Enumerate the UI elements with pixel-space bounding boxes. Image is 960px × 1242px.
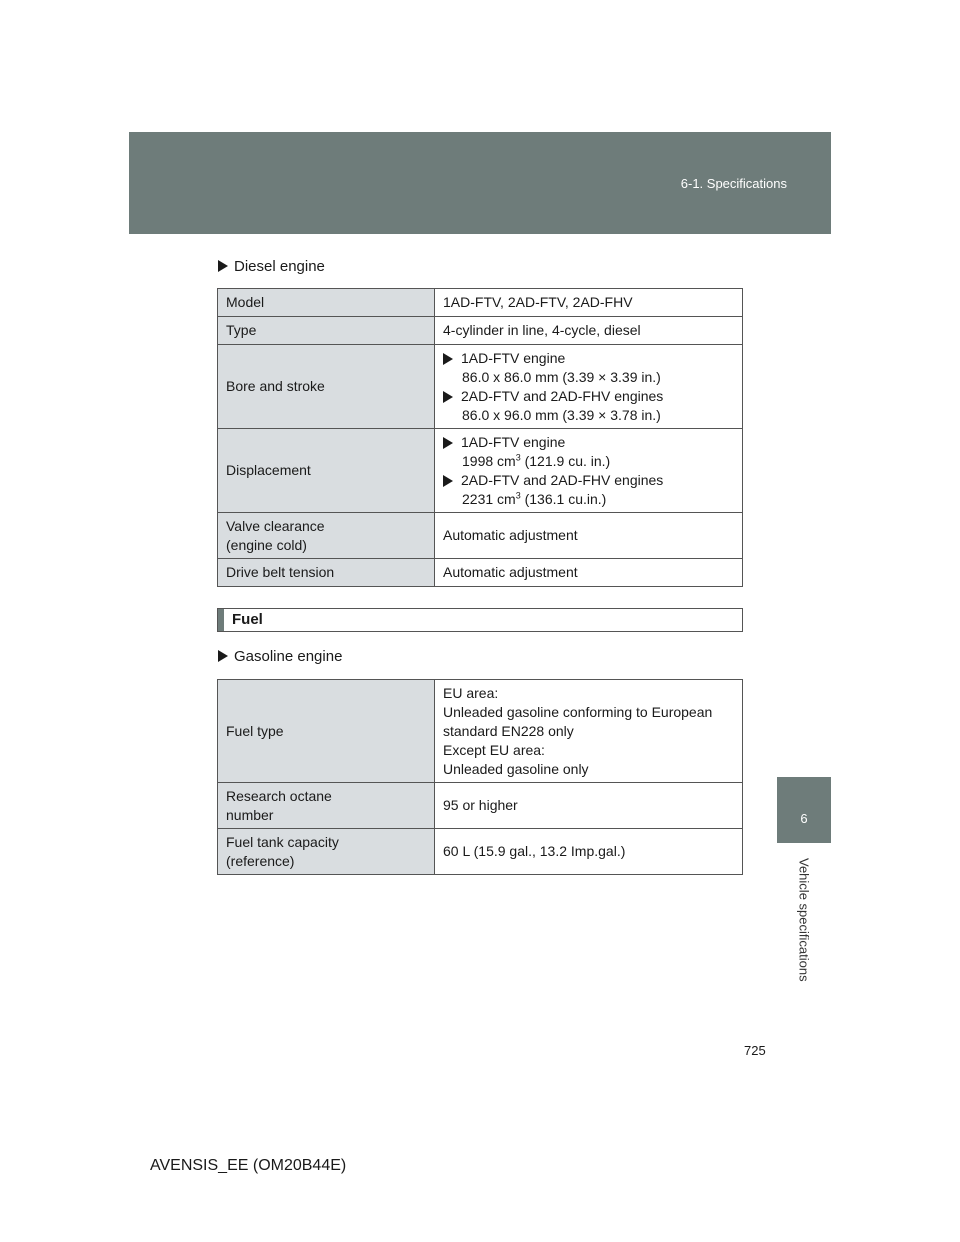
row-label: Research octane number <box>218 783 435 829</box>
row-value <box>435 345 743 429</box>
arrow-right-icon <box>443 437 453 449</box>
row-value: 1AD-FTV, 2AD-FTV, 2AD-FHV <box>435 289 743 317</box>
table-row <box>218 783 743 829</box>
chapter-tab[interactable] <box>777 777 831 843</box>
document-code: AVENSIS_EE (OM20B44E) <box>150 1157 347 1174</box>
row-label: Model <box>218 289 435 317</box>
row-label: Displacement <box>218 429 435 513</box>
arrow-right-icon <box>218 650 228 662</box>
row-value: Automatic adjustment <box>435 559 743 587</box>
table-row <box>218 317 743 345</box>
arrow-right-icon <box>218 260 228 272</box>
gasoline-heading: Gasoline engine <box>218 648 342 665</box>
fuel-section-header <box>217 608 743 632</box>
fuel-section-title: Fuel <box>232 611 263 628</box>
table-row <box>218 289 743 317</box>
section-marker <box>218 609 224 631</box>
list-item-value: 2231 $cm^3$ (136.1 cu.in.) <box>462 489 607 507</box>
list-item-value: 1998 $cm^3$ (121.9 cu. in.) <box>462 451 611 469</box>
page-number: 725 <box>744 1043 766 1058</box>
list-item: 1AD-FTV engine <box>443 349 734 368</box>
row-label: Drive belt tension <box>218 559 435 587</box>
list-item-value: 86.0 x 86.0 mm (3.39 × 3.39 in.) <box>462 368 661 385</box>
section-title: 6-1. Specifications <box>680 176 787 191</box>
table-row <box>218 829 743 875</box>
row-label: Type <box>218 317 435 345</box>
row-value: 95 or higher <box>435 783 743 829</box>
row-label: Fuel type <box>218 680 435 783</box>
diesel-heading: Diesel engine <box>218 258 325 275</box>
row-label: Bore and stroke <box>218 345 435 429</box>
chapter-number: 6 <box>800 811 808 826</box>
table-row <box>218 680 743 783</box>
list-item-value: 86.0 x 96.0 mm (3.39 × 3.78 in.) <box>462 406 661 423</box>
arrow-right-icon <box>443 353 453 365</box>
row-value <box>435 429 743 513</box>
row-value: 60 L (15.9 gal., 13.2 Imp.gal.) <box>435 829 743 875</box>
row-label: Fuel tank capacity (reference) <box>218 829 435 875</box>
arrow-right-icon <box>443 475 453 487</box>
table-row <box>218 429 743 513</box>
row-value: EU area: Unleaded gasoline conforming to European standard EN228 only Except EU area: Unleaded gasoline only <box>435 680 743 783</box>
row-value: Automatic adjustment <box>435 513 743 559</box>
row-value: 4-cylinder in line, 4-cycle, diesel <box>435 317 743 345</box>
gasoline-spec-table <box>217 679 743 875</box>
chapter-label: Vehicle specifications <box>796 858 812 982</box>
chapter-side-label <box>787 858 821 998</box>
diesel-spec-table <box>217 288 743 587</box>
table-row <box>218 559 743 587</box>
row-label: Valve clearance (engine cold) <box>218 513 435 559</box>
table-row <box>218 513 743 559</box>
list-item: 2AD-FTV and 2AD-FHV engines <box>443 387 734 406</box>
header-band <box>129 132 831 234</box>
list-item: 2AD-FTV and 2AD-FHV engines <box>443 471 734 490</box>
table-row <box>218 345 743 429</box>
arrow-right-icon <box>443 391 453 403</box>
list-item: 1AD-FTV engine <box>443 433 734 452</box>
